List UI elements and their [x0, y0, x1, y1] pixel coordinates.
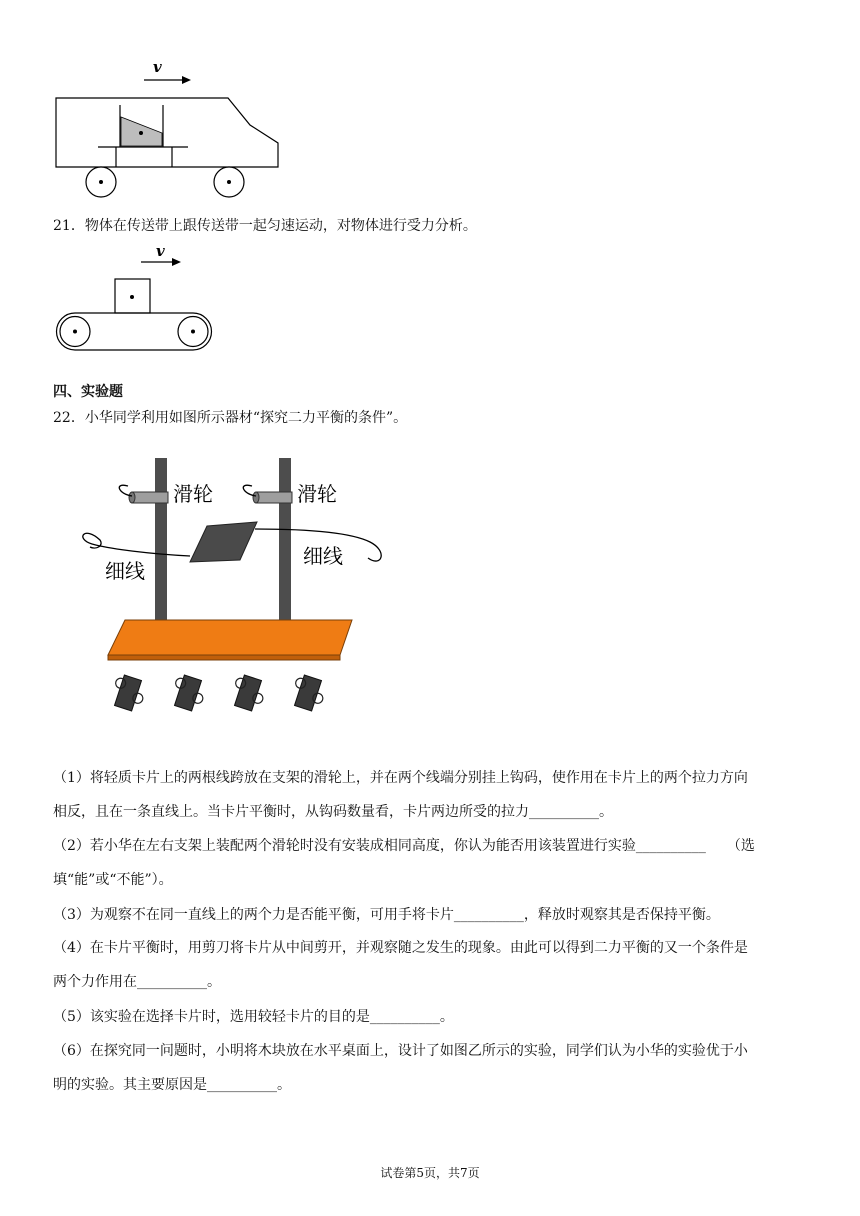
part-1-line-2: 相反，且在一条直线上。当卡片平衡时，从钩码数量看，卡片两边所受的拉力__________。 [53, 804, 613, 820]
truck-wheel-right [214, 167, 244, 197]
part-6-line-2: 明的实验。其主要原因是__________。 [53, 1077, 291, 1093]
part-6-line-1: （6）在探究同一问题时，小明将木块放在水平桌面上，设计了如图乙所示的实验，同学们认为小华的实验优于小 [53, 1043, 748, 1059]
string-right-label: 细线 [303, 544, 343, 568]
part-2-line-2: 填“能”或“不能”）。 [53, 872, 173, 888]
left-stand-pole [155, 458, 167, 638]
part-3-line-1: （3）为观察不在同一直线上的两个力是否能平衡，可用手将卡片__________，释放时观察其是否保持平衡。 [53, 907, 720, 923]
conveyor-roller-left [60, 317, 90, 347]
part-5-line-1: （5）该实验在选择卡片时，选用较轻卡片的目的是__________。 [53, 1009, 454, 1025]
hook-weight-4 [289, 673, 328, 713]
hook-weight-3 [229, 673, 268, 713]
truck-velocity-label: v [153, 58, 162, 76]
string-left-label: 细线 [105, 559, 145, 583]
conveyor-figure [50, 242, 220, 357]
part-4-line-1: （4）在卡片平衡时，用剪刀将卡片从中间剪开，并观察随之发生的现象。由此可以得到二力平衡的又一个条件是 [53, 940, 748, 956]
question-22-intro: 22．小华同学利用如图所示器材“探究二力平衡的条件”。 [53, 410, 408, 426]
page-footer: 试卷第5页，共7页 [380, 1166, 480, 1180]
question-21-text: 21．物体在传送带上跟传送带一起匀速运动，对物体进行受力分析。 [53, 218, 477, 234]
conveyor-block [115, 279, 150, 313]
part-2-line-1: （2）若小华在左右支架上装配两个滑轮时没有安装成相同高度，你认为能否用该装置进行实验__________ （选 [53, 838, 755, 854]
truck-container [98, 105, 188, 167]
conveyor-velocity-label: v [156, 242, 165, 260]
hook-weight-2 [169, 673, 208, 713]
conveyor-roller-right [178, 317, 208, 347]
apparatus-figure [70, 450, 390, 720]
right-pulley [253, 492, 292, 503]
truck-velocity-arrow [144, 76, 191, 84]
left-pulley [129, 492, 168, 503]
right-stand-pole [279, 458, 291, 638]
part-1-line-1: （1）将轻质卡片上的两根线跨放在支架的滑轮上，并在两个线端分别挂上钩码，使作用在卡片上的两个拉力方向 [53, 770, 748, 786]
part-4-line-2: 两个力作用在__________。 [53, 974, 221, 990]
truck-body [56, 98, 278, 167]
section-heading: 四、实验题 [53, 384, 123, 400]
card [190, 522, 257, 562]
pulley-right-label: 滑轮 [297, 482, 337, 506]
hook-weight-1 [109, 673, 148, 713]
pulley-left-label: 滑轮 [173, 482, 213, 506]
truck-figure [50, 55, 290, 205]
truck-wheel-left [86, 167, 116, 197]
base-board [108, 620, 352, 660]
